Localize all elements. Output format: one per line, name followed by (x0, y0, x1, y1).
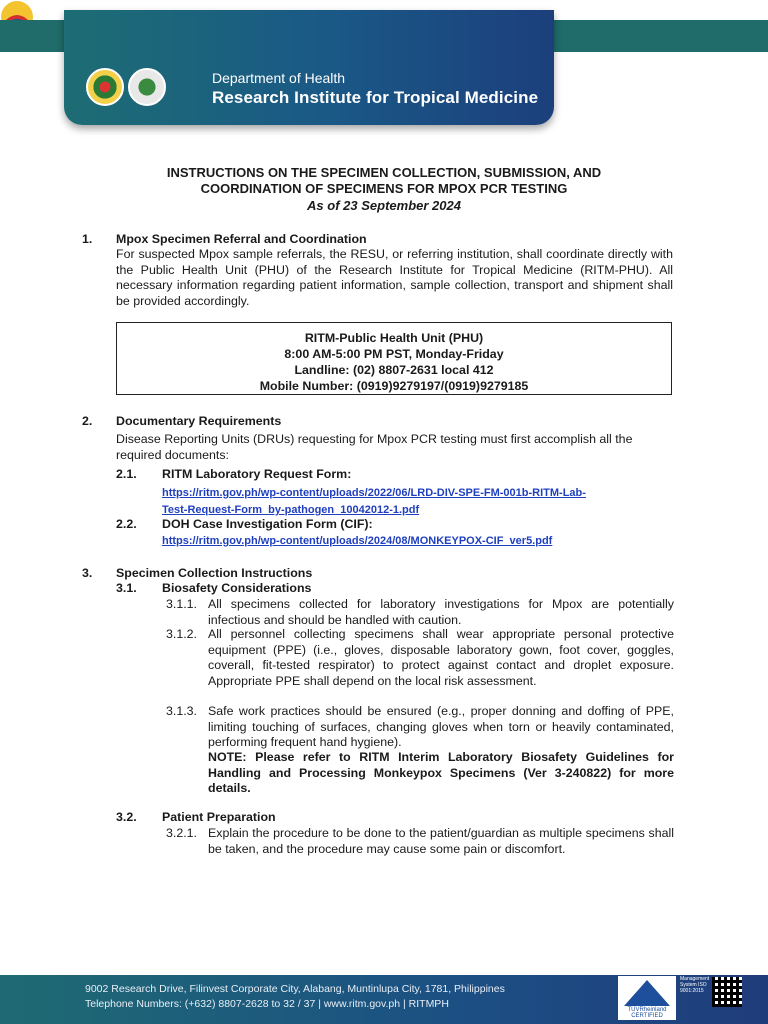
doh-seal-icon (86, 68, 124, 106)
para-3-2-1-number: 3.2.1. (166, 826, 198, 840)
para-3-1-1-number: 3.1.1. (166, 597, 198, 611)
section-3-number: 3. (82, 566, 93, 580)
ritm-seal-icon (128, 68, 166, 106)
section-2-body: Disease Reporting Units (DRUs) requesting for Mpox PCR testing must first accomplish all the required documents: (116, 432, 633, 462)
section-1-heading: Mpox Specimen Referral and Coordination (116, 232, 367, 246)
tuv-certification-badge (618, 976, 676, 1020)
tuv-triangle-icon (624, 980, 670, 1006)
contact-mobile: Mobile Number: (0919)9279197/(0919)9279185 (259, 379, 529, 393)
doc-date: As of 23 September 2024 (307, 198, 461, 213)
management-system-label: Management System ISO 9001:2015 (680, 976, 710, 994)
ritm-request-form-link-line-1: https://ritm.gov.ph/wp-content/uploads/2022/06/LRD-DIV-SPE-FM-001b-RITM-Lab- (162, 487, 586, 499)
biosafety-note: NOTE: Please refer to RITM Interim Laboratory Biosafety Guidelines for Handling and Processing Monkeypox Specimens (Ver 3-240822) for more details. (208, 750, 674, 795)
footer-contact: Telephone Numbers: (+632) 8807-2628 to 32 / 37 | www.ritm.gov.ph | RITMPH (85, 998, 449, 1010)
sub-3-2-number: 3.2. (116, 810, 137, 824)
para-3-1-3-number: 3.1.3. (166, 704, 198, 718)
section-3-heading: Specimen Collection Instructions (116, 566, 313, 580)
ritm-request-form-link[interactable] (162, 487, 586, 516)
item-2-1-number: 2.1. (116, 467, 137, 481)
section-1-number: 1. (82, 232, 93, 246)
para-3-1-1: All specimens collected for laboratory investigations for Mpox are potentially infectious and should be handled with caution. (208, 597, 674, 627)
qr-code-icon[interactable] (712, 977, 742, 1007)
footer-address: 9002 Research Drive, Filinvest Corporate City, Alabang, Muntinlupa City, 1781, Philippines (85, 983, 505, 995)
sub-3-1-heading: Biosafety Considerations (162, 581, 312, 595)
contact-unit: RITM-Public Health Unit (PHU) (304, 331, 484, 345)
cif-form-link[interactable]: https://ritm.gov.ph/wp-content/uploads/2024/08/MONKEYPOX-CIF_ver5.pdf (162, 535, 553, 547)
ritm-request-form-link-line-2: Test-Request-Form_by-pathogen_10042012-1.pdf (162, 504, 420, 516)
tuv-label: TÜVRheinland CERTIFIED (627, 1007, 667, 1019)
para-3-1-2: All personnel collecting specimens shall wear appropriate personal protective equipment (PPE) (i.e., gloves, disposable laboratory gown, foot cover, goggles, coverall, fit-tested respirator) to protect against contact and droplet exposure. Appropriate PPE shall depend on the local risk assessment. (208, 627, 674, 688)
item-2-1-link-wrap (162, 484, 586, 518)
doc-title-line-2: COORDINATION OF SPECIMENS FOR MPOX PCR TESTING (200, 181, 568, 196)
sub-3-1-number: 3.1. (116, 581, 137, 595)
doc-title-line-1: INSTRUCTIONS ON THE SPECIMEN COLLECTION, SUBMISSION, AND (166, 165, 602, 180)
department-name: Department of Health (212, 70, 346, 86)
contact-hours: 8:00 AM-5:00 PM PST, Monday-Friday (284, 347, 504, 361)
section-2-heading: Documentary Requirements (116, 414, 282, 428)
para-3-1-3: Safe work practices should be ensured (e.g., proper donning and doffing of PPE, limiting touching of surfaces, changing gloves when torn or heavily contaminated, performing frequent hand hygiene). (208, 704, 674, 749)
item-2-2-link-wrap (162, 533, 552, 550)
institute-name: Research Institute for Tropical Medicine (212, 88, 539, 107)
contact-landline: Landline: (02) 8807-2631 local 412 (294, 363, 494, 377)
item-2-2-number: 2.2. (116, 517, 137, 531)
contact-box (116, 322, 672, 395)
para-3-2-1: Explain the procedure to be done to the patient/guardian as multiple specimens shall be taken, and the procedure may cause some pain or discomfort. (208, 826, 674, 856)
section-1-body: For suspected Mpox sample referrals, the RESU, or referring institution, shall coordinate directly with the Public Health Unit (PHU) of the Research Institute for Tropical Medicine (RITM-PHU). All necessary information regarding patient information, sample collection, transport and shipment shall be provided accordingly. (116, 247, 673, 308)
para-3-1-2-number: 3.1.2. (166, 627, 198, 641)
item-2-2-title: DOH Case Investigation Form (CIF): (162, 517, 373, 531)
sub-3-2-heading: Patient Preparation (162, 810, 276, 824)
item-2-1-title: RITM Laboratory Request Form: (162, 467, 352, 481)
section-2-number: 2. (82, 414, 93, 428)
